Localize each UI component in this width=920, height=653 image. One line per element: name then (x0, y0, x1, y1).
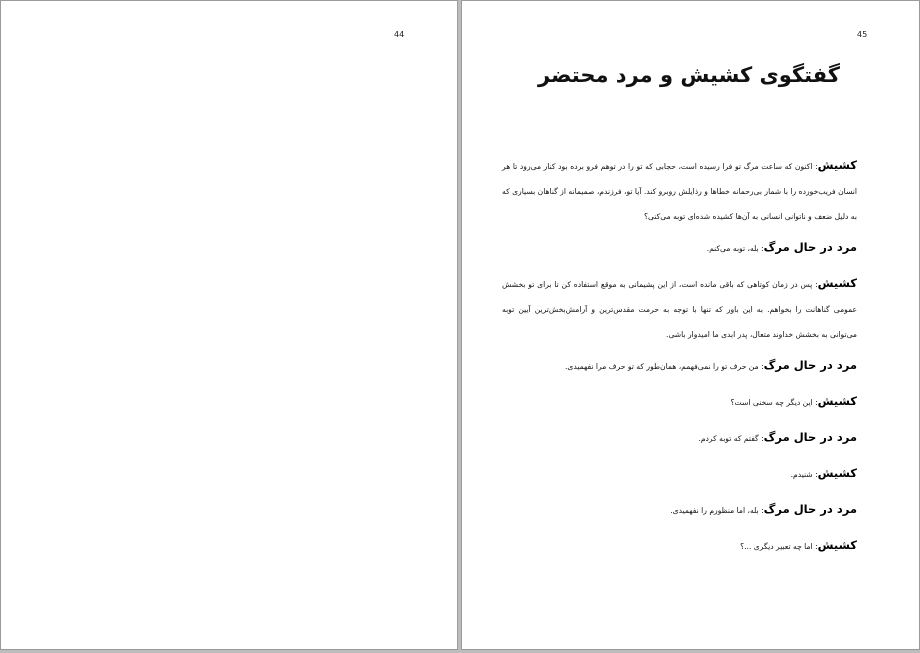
dialogue-text: بله، توبه می‌کنم. (706, 244, 759, 253)
speaker-separator: : (812, 162, 818, 171)
dialogue-line (502, 153, 857, 229)
dialogue-line (502, 425, 857, 451)
dialogue-line (502, 353, 857, 379)
speaker-name: مرد در حال مرگ (763, 502, 857, 516)
speaker-separator: : (812, 398, 818, 407)
dialogue-text: بله، اما منظورم را نفهمیدی. (670, 506, 759, 515)
page-number: 44 (394, 30, 405, 39)
dialogue-line (502, 389, 857, 415)
speaker-separator: : (812, 280, 818, 289)
dialogue-text: من حرف تو را نمی‌فهمم، همان‌طور که تو حرف مرا نفهمیدی. (565, 362, 759, 371)
dialogue-line (502, 497, 857, 523)
dialogue-line (502, 461, 857, 487)
speaker-name: کشیش (817, 158, 857, 172)
page-number: 45 (857, 30, 868, 39)
page-45 (461, 0, 920, 650)
dialogue-line (502, 533, 857, 559)
speaker-name: کشیش (817, 538, 857, 552)
dialogue-block (502, 153, 857, 569)
page-44 (0, 0, 458, 650)
speaker-separator: : (758, 362, 764, 371)
speaker-name: مرد در حال مرگ (763, 240, 857, 254)
chapter-title: گفتگوی کشیش و مرد محتضر (538, 63, 840, 87)
dialogue-line (502, 235, 857, 261)
speaker-separator: : (758, 506, 764, 515)
speaker-separator: : (758, 244, 764, 253)
speaker-separator: : (812, 542, 818, 551)
speaker-name: کشیش (817, 394, 857, 408)
dialogue-text: پس در زمان کوتاهی که باقی مانده است، از این پشیمانی به موقع استفاده کن تا برای تو بخشش عمومی گناهانت را بخواهم. به این باور که تنها با توجه به حرمت مقدس‌ترین و آرامش‌بخش‌ترین آیین توبه می‌توانی به بخشش خداوند متعال، پدر ابدی ما امیدوار باشی. (502, 280, 857, 339)
dialogue-text: اکنون که ساعت مرگ تو فرا رسیده است، حجابی که تو را در توهم فرو برده بود کنار می‌رود تا هر انسان فریب‌خورده را با شمار بی‌رحمانه خطاها و رذایلش روبرو کند. آیا تو، فرزندم، صمیمانه از گناهان بسیاری که به دلیل ضعف و ناتوانی انسانی به آن‌ها کشیده شده‌ای توبه می‌کنی؟ (502, 162, 857, 221)
speaker-separator: : (812, 470, 818, 479)
dialogue-text: اما چه تعبیر دیگری ...؟ (740, 542, 813, 551)
speaker-name: مرد در حال مرگ (763, 430, 857, 444)
speaker-name: مرد در حال مرگ (763, 358, 857, 372)
dialogue-line (502, 271, 857, 347)
speaker-separator: : (758, 434, 764, 443)
dialogue-text: گفتم که توبه کردم. (698, 434, 759, 443)
speaker-name: کشیش (817, 466, 857, 480)
dialogue-text: این دیگر چه سخنی است؟ (730, 398, 813, 407)
speaker-name: کشیش (817, 276, 857, 290)
dialogue-text: شنیدم. (790, 470, 813, 479)
